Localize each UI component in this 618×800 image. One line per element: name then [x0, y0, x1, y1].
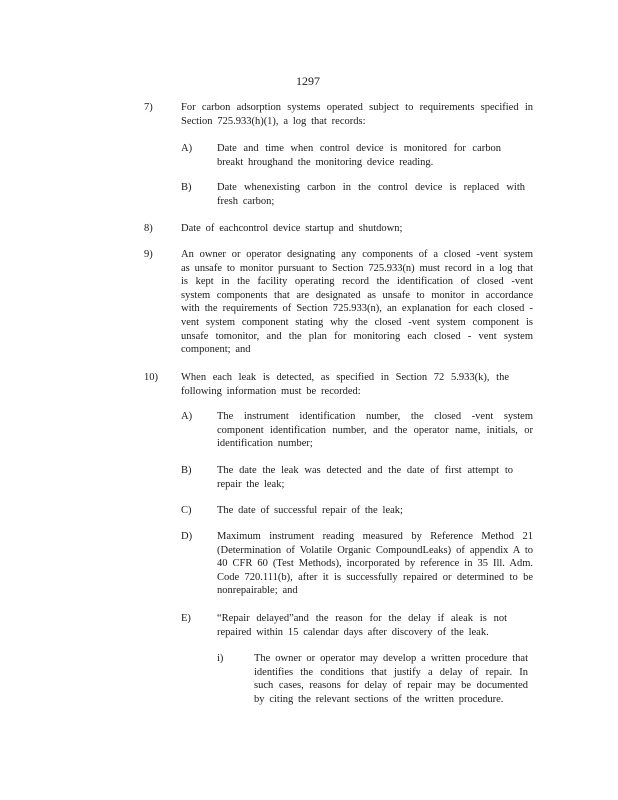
item-10-text: When each leak is detected, as specified in Section 72 5.933(k), the following information must be recorded:	[181, 372, 509, 397]
item-7b-number: B)	[181, 182, 192, 193]
item-10e-text: “Repair delayed”and the reason for the delay if aleak is not repaired within 15 calendar days after discovery of the leak.	[217, 613, 507, 638]
item-10b-text: The date the leak was detected and the date of first attempt to repair the leak;	[217, 465, 513, 490]
page-number: 1297	[296, 74, 320, 88]
item-10a-number: A)	[181, 411, 193, 422]
item-10e-number: E)	[181, 613, 191, 624]
item-10c-number: C)	[181, 505, 192, 516]
item-10d-text: Maximum instrument reading measured by Reference Method 21 (Determination of Volatile Organic CompoundLeaks) of appendix A to 40 CFR 60 (Test Methods), incorporated by reference in 35 Ill. Adm. Code 720.111(b), after it is successfully repaired or determined to be nonrepairable; and	[217, 531, 533, 597]
item-10a-text: The instrument identification number, the closed -vent system component identification number, and the operator name, initials, or identification number;	[217, 411, 533, 450]
item-7a-text: Date and time when control device is monitored for carbon breakt hroughand the monitoring device reading.	[217, 143, 501, 168]
item-9-text: An owner or operator designating any components of a closed -vent system as unsafe to monitor pursuant to Section 725.933(n) must record in a log that is kept in the facility operating record the identification of closed -vent system components that are designated as unsafe to monitor in accordance with the requirements of Section 725.933(n), an explanation for each closed -vent system component stating why the closed -vent system component is unsafe tomonitor, and the plan for monitoring each closed - vent system component; and	[181, 249, 533, 356]
item-10e-i-text: The owner or operator may develop a written procedure that identifies the conditions that justify a delay of repair. In such cases, reasons for delay of repair may be documented by citing the relevant sections of the written procedure.	[254, 653, 528, 705]
item-10c-text: The date of successful repair of the leak;	[217, 505, 403, 516]
item-10-number: 10)	[144, 372, 158, 383]
item-10b-number: B)	[181, 465, 192, 476]
item-7a-number: A)	[181, 143, 193, 154]
item-8-text: Date of eachcontrol device startup and shutdown;	[181, 223, 403, 234]
item-7-text: For carbon adsorption systems operated subject to requirements specified in Section 725.933(h)(1), a log that records:	[181, 102, 533, 127]
item-8-number: 8)	[144, 223, 153, 234]
item-10e-i-number: i)	[217, 653, 224, 664]
item-10d-number: D)	[181, 531, 193, 542]
item-7-number: 7)	[144, 102, 153, 113]
item-9-number: 9)	[144, 249, 153, 260]
item-7b-text: Date whenexisting carbon in the control device is replaced with fresh carbon;	[217, 182, 525, 207]
